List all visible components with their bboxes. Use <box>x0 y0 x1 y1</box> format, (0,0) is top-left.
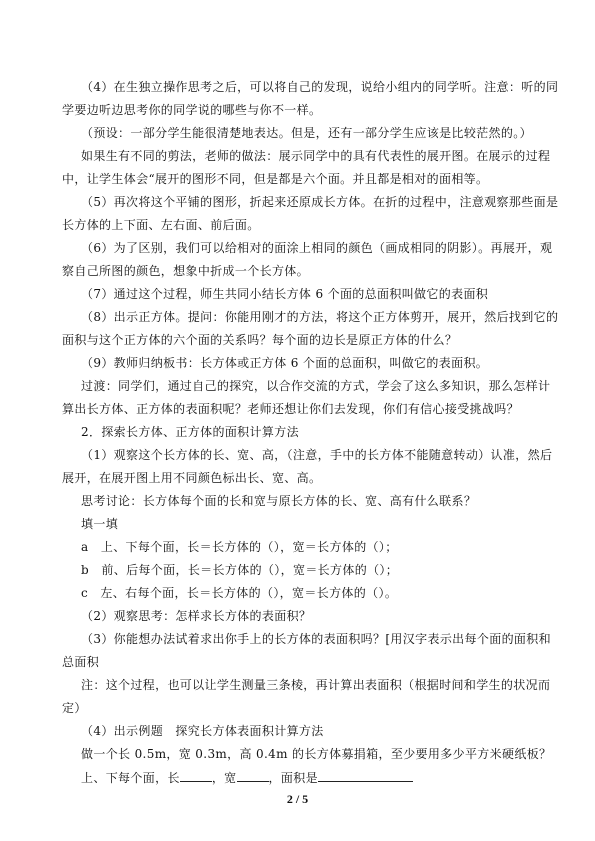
paragraph-line: 算出长方体、正方体的表面积呢？老师还想让你们去发现，你们有信心接受挑战吗？ <box>62 402 519 416</box>
fill-in-text: ，宽 <box>211 771 237 785</box>
paragraph-line: 察自己所图的颜色，想象中折成一个长方体。 <box>62 264 310 278</box>
paragraph-line: 定） <box>62 701 87 715</box>
paragraph-line: （9）教师归纳板书：长方体或正方体 6 个面的总面积，叫做它的表面积。 <box>81 356 489 370</box>
paragraph-line: （4）在生独立操作思考之后，可以将自己的发现，说给小组内的同学听。注意：听的同 <box>81 80 559 94</box>
paragraph-line: 填一填 <box>81 517 119 531</box>
blank-width <box>237 769 269 782</box>
paragraph-line: 总面积 <box>62 655 100 669</box>
paragraph-line: （8）出示正方体。提问：你能用刚才的方法，将这个正方体剪开，展开，然后找到它的 <box>81 310 559 324</box>
paragraph-line: 思考讨论：长方体每个面的长和宽与原长方体的长、宽、高有什么联系？ <box>81 494 477 508</box>
paragraph-line: 学要边听边思考你的同学说的哪些与你不一样。 <box>62 103 322 117</box>
paragraph-line: 如果生有不同的剪法，老师的做法：展示同学中的具有代表性的展开图。在展示的过程 <box>81 149 551 163</box>
page-number: 2 / 5 <box>286 792 309 806</box>
paragraph-line: 注：这个过程，也可以让学生测量三条棱，再计算出表面积（根据时间和学生的状况而 <box>81 678 551 692</box>
paragraph-line: 面积与这个正方体的六个面的关系吗？每个面的边长是原正方体的什么？ <box>62 333 458 347</box>
blank-area <box>318 769 413 782</box>
paragraph-line: （7）通过这个过程，师生共同小结长方体 6 个面的总面积叫做它的表面积 <box>81 287 489 301</box>
paragraph-line: （2）观察思考：怎样求长方体的表面积？ <box>81 609 312 623</box>
paragraph-line: 长方体的上下面、左右面、前后面。 <box>62 218 260 232</box>
paragraph-line: （5）再次将这个平铺的图形，折起来还原成长方体。在折的过程中，注意观察那些面是 <box>81 195 559 209</box>
fill-in-line <box>81 769 540 786</box>
blank-length <box>180 769 212 782</box>
paragraph-line: （4）出示例题 探究长方体表面积计算方法 <box>81 724 324 738</box>
paragraph-line: （1）观察这个长方体的长、宽、高，（注意，手中的长方体不能随意转动）认准，然后 <box>81 448 553 462</box>
fill-in-text: 上、下每个面，长 <box>81 771 180 785</box>
list-item: a 上、下每个面，长＝长方体的（），宽＝长方体的（）； <box>81 540 398 554</box>
section-heading: 2．探索长方体、正方体的面积计算方法 <box>81 425 299 439</box>
paragraph-line: （3）你能想办法试着求出你手上的长方体的表面积吗？[用汉字表示出每个面的面积和 <box>81 632 551 646</box>
paragraph-line: （预设：一部分学生能很清楚地表达。但是，还有一部分学生应该是比较茫然的。） <box>81 126 532 140</box>
fill-in-text: ，面积是 <box>268 771 318 785</box>
paragraph-line: 过渡：同学们，通过自己的探究，以合作交流的方式，学会了这么多知识，那么怎样计 <box>81 379 551 393</box>
list-item: b 前、后每个面，长＝长方体的（），宽＝长方体的（）； <box>81 563 399 577</box>
paragraph-line: 展开，在展开图上用不同颜色标出长、宽、高。 <box>62 471 322 485</box>
list-item: c 左、右每个面，长＝长方体的（），宽＝长方体的（）。 <box>81 586 398 600</box>
paragraph-line: （6）为了区别，我们可以给相对的面涂上相同的颜色（画成相同的阴影）。再展开，观 <box>81 241 553 255</box>
paragraph-line: 做一个长 0.5m，宽 0.3m，高 0.4m 的长方体募捐箱，至少要用多少平方米硬纸板？ <box>81 747 552 761</box>
paragraph-line: 中，让学生体会“展开的图形不同，但是都是六个面。并且都是相对的面相等。 <box>62 172 489 186</box>
